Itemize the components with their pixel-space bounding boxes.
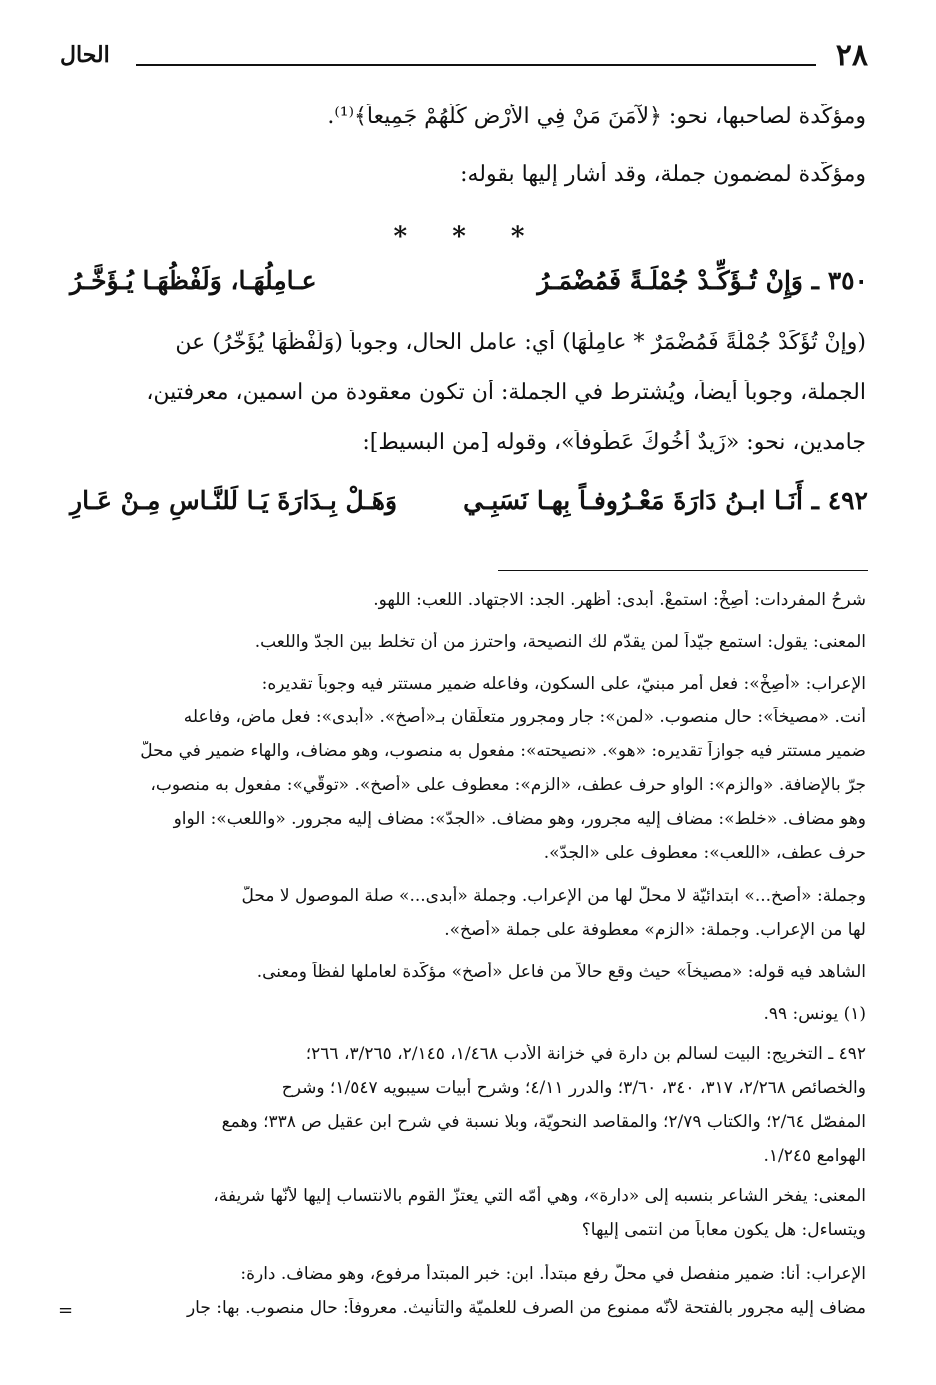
footnote-line: شرحُ المفردات: أَصِخْ: استمعْ. أبدى: أظهر. الجد: الاجتهاد. اللعب: اللهو.: [373, 590, 866, 610]
commentary-line: الجملة، وجوباً أيضاً، ويُشترط في الجملة: أن تكون معقودة من اسمين، معرفتين،: [146, 380, 866, 405]
footnote-line: الهوامع ١/٢٤٥.: [763, 1146, 866, 1166]
footnote-line: ٤٩٢ ـ التخريج: البيت لسالم بن دارة في خزانة الأدب ١/٤٦٨، ٢/١٤٥، ٣/٢٦٥، ٢٦٦؛: [305, 1044, 866, 1064]
verse-hemistich-left: وَهَـلْ بِـدَارَةَ يَـا لَلنَّـاسِ مِـنْ عَـارِ: [70, 486, 398, 515]
section-separator: * * *: [393, 222, 543, 252]
continuation-mark: =: [58, 1300, 74, 1321]
footnote-line: وهو مضاف. «خلط»: مضاف إليه مجرور، وهو مضاف. «الجدّ»: مضاف إليه مجرور. «واللعب»: الواو: [173, 809, 866, 829]
footnote-line: حرف عطف، «اللعب»: معطوف على «الجدّ».: [543, 843, 866, 863]
commentary-line: جامدين، نحو: «زَيدٌ أَخُوكَ عَطُوفاً»، وقوله [من البسيط]:: [362, 430, 866, 455]
footnote-line: مضاف إليه مجرور بالفتحة لأنّه ممنوع من الصرف للعلميّة والتأنيث. معروفاً: حال منصوب. بها: جار: [186, 1298, 866, 1318]
footnote-line: (١) يونس: ٩٩.: [763, 1004, 866, 1024]
main-text-line: ومؤكّدة لصاحبها، نحو: ﴿لآمَنَ مَنْ فِي الأَرْضِ كُلُّهُمْ جَمِيعاً﴾⁽¹⁾.: [327, 104, 866, 129]
verse-hemistich-right: ٤٩٢ ـ أَنَـا ابـنُ دَارَةَ مَعْـرُوفـاً بِهـا نَسَبِـي: [463, 486, 868, 515]
header-rule: [136, 64, 816, 66]
footnote-line: الشاهد فيه قوله: «مصيخاً» حيث وقع حالاً من فاعل «أصخ» مؤكّدة لعاملها لفظاً ومعنى.: [256, 962, 866, 982]
footnote-line: جرّ بالإضافة. «والزم»: الواو حرف عطف، «الزم»: معطوف على «أصخ». «توقّي»: مفعول به منصوب،: [150, 775, 866, 795]
footnote-line: أنت. «مصيخاً»: حال منصوب. «لمن»: جار ومجرور متعلّقان بـ«أصخ». «أبدى»: فعل ماضٍ، وفاعله: [183, 707, 866, 727]
footnote-line: وجملة: «أصخ...» ابتدائيّة لا محلّ لها من الإعراب. وجملة «أبدى...» صلة الموصول لا محلّ: [241, 886, 866, 906]
verse-350: [70, 266, 868, 306]
footnote-line: الإعراب: أنا: ضمير منفصل في محلّ رفع مبتدأ. ابن: خبر المبتدأ مرفوع، وهو مضاف. دارة:: [240, 1264, 866, 1284]
verse-hemistich-right: ٣٥٠ ـ وَإِنْ تُـؤَكِّـدْ جُمْلَـةً فَمُضْمَـرُ: [537, 266, 868, 295]
chapter-title: الحال: [60, 42, 110, 68]
footnote-separator: [498, 570, 868, 571]
footnote-line: لها من الإعراب. وجملة: «الزم» معطوفة على جملة «أصخ».: [444, 920, 866, 940]
footnote-line: المعنى: يفخر الشاعر بنسبه إلى «دارة»، وهي أمّه التي يعتزّ القوم بالانتساب إليها لأنّها شريفة،: [213, 1186, 866, 1206]
footnote-line: ضمير مستتر فيه جوازاً تقديره: «هو». «نصيحته»: مفعول به منصوب، وهو مضاف، والهاء ضمير في محلّ: [140, 741, 866, 761]
page-number: ٢٨: [835, 38, 868, 73]
footnote-line: المفصّل ٢/٦٤؛ والكتاب ٢/٧٩؛ والمقاصد النحويّة، وبلا نسبة في شرح ابن عقيل ص ٣٣٨؛ وهمع: [221, 1112, 866, 1132]
verse-hemistich-left: عـامِلُهَـا، وَلَفْظُهَـا يُـؤَخَّـرُ: [70, 266, 317, 295]
main-text-line: ومؤكّدة لمضمون جملة، وقد أشار إليها بقوله:: [460, 162, 866, 187]
footnote-line: والخصائص ٢/٢٦٨، ٣١٧، ٣٤٠، ٣/٦٠؛ والدرر ٤/١١؛ وشرح أبيات سيبويه ١/٥٤٧؛ وشرح: [281, 1078, 866, 1098]
footnote-line: الإعراب: «أَصِخْ»: فعل أمر مبنيّ، على السكون، وفاعله ضمير مستتر فيه وجوباً تقديره:: [261, 674, 866, 694]
commentary-line: (وإنْ تُؤَكِّدْ جُمْلَةً فَمُضْمَرٌ * عامِلُهَا) أي: عامل الحال، وجوباً (وَلَفْظُهَا يُؤَخَّرُ) عن: [175, 330, 866, 355]
verse-492: [70, 486, 868, 526]
footnote-line: المعنى: يقول: استمع جيّداً لمن يقدّم لك النصيحة، واحترز من أن تخلط بين الجدّ واللعب.: [254, 632, 866, 652]
footnote-line: ويتساءل: هل يكون معاباً من انتمى إليها؟: [581, 1220, 866, 1240]
